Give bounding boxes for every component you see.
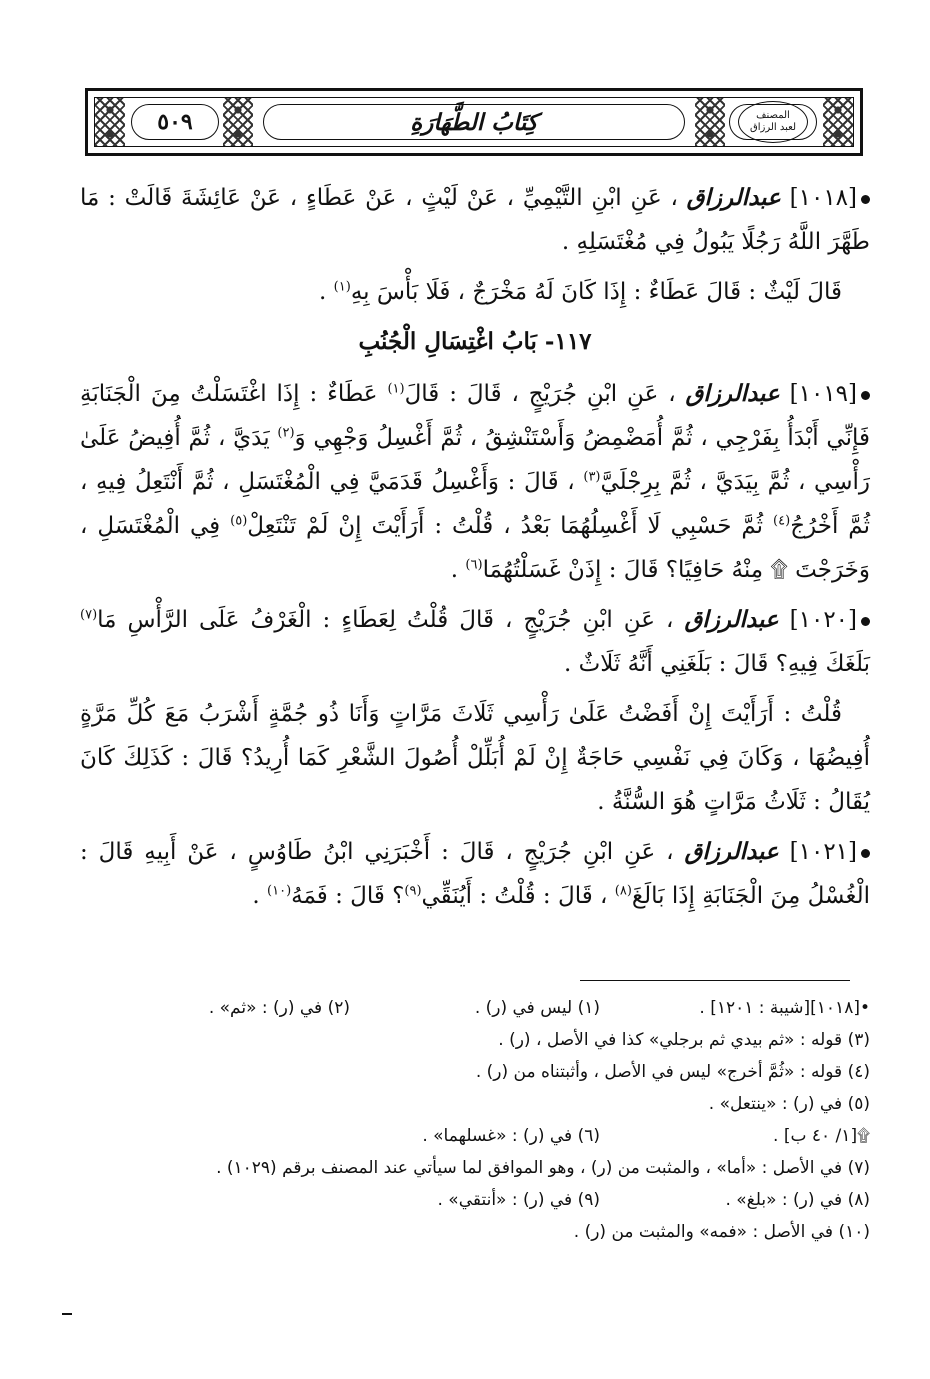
footnote-ref: (٨) (614, 883, 632, 899)
hadith-text-6: فِي الْمُغْتَسَلِ ، وَخَرَجْتَ ۩ مِنْهُ حَافِيًا؟ قَالَ : إِذَنْ غَسَلْتُهُمَا (80, 513, 870, 583)
hadith-end: . (252, 883, 268, 909)
seal-cartouche (729, 104, 817, 140)
footnote-row (80, 1056, 870, 1088)
footnotes (80, 992, 870, 1248)
hadith-end: . (450, 557, 466, 583)
header-frame (94, 97, 854, 147)
author-name: عبدالرزاق (685, 380, 780, 407)
hadith-number: [١٠١٨] (789, 185, 858, 211)
hadith-1019 (80, 372, 870, 592)
footnote-9: (٩) في (ر) : «أنتقي» . (437, 1190, 600, 1210)
bullet-icon (861, 849, 870, 858)
page-header (85, 88, 863, 156)
footnote-8: (٨) في (ر) : «بلغ» . (725, 1190, 870, 1210)
hadith-text-3: يَدَيَّ ، ثُمَّ أُفِيضُ عَلَىٰ رَأْسِي ، ثُمَّ بِيَدَيَّ ، ثُمَّ بِرِجْلَيَّ (80, 425, 870, 495)
footnote-row (80, 1152, 870, 1184)
hadith-number: [١٠٢١] (789, 839, 858, 865)
footnote-ref: (٧) (80, 607, 98, 623)
footnote-1: (١) ليس في (ر) . (474, 998, 600, 1018)
footnote-source: •[١٠١٨][شيبة : ١٢٠١] . (699, 998, 870, 1018)
ornament-left-inner (223, 98, 253, 146)
footnote-ref: (٣) (583, 469, 601, 485)
footnote-separator (580, 980, 850, 981)
footnote-row (80, 1088, 870, 1120)
comment-end: . (319, 279, 334, 305)
hadith-text: ، عَنِ ابْنِ التَّيْمِيِّ ، عَنْ لَيْثٍ ، عَنْ عَطَاءٍ ، عَنْ عَائِشَةَ قَالَتْ : مَا طَهَّرَ اللَّهُ رَجُلًا يَبُولُ فِي مُغْتَسَلِهِ . (80, 185, 870, 255)
main-text (80, 176, 870, 924)
hadith-number: [١٠٢٠] (789, 607, 858, 633)
footnote-3: (٣) قوله : «ثم بيدي ثم برجلي» كذا في الأصل ، (ر) . (498, 1030, 870, 1050)
continuation-text: قُلْتُ : أَرَأَيْتَ إِنْ أَفَضْتُ عَلَىٰ رَأْسِي ثَلَاثَ مَرَّاتٍ وَأَنَا ذُو جُمَّةٍ أَشْرَبُ مَعَ كُلِّ مَرَّةٍ أُفِيضُهَا ، وَكَانَ فِي نَفْسِي حَاجَةٌ إِنْ لَمْ أُبَلِّلْ أُصُولَ الشَّعْرِ كَمَا أُرِيدُ؟ قَالَ : كَذَلِكَ كَانَ يُقَالُ : ثَلَاثُ مَرَّاتٍ هُوَ السُّنَّةُ . (80, 701, 870, 815)
hadith-text-3: ؟ قَالَ : فَمَهُ (291, 883, 405, 909)
hadith-text-2: بَلَغَكَ فِيهِ؟ قَالَ : بَلَغَنِي أَنَّهُ ثَلَاثٌ . (563, 651, 870, 677)
title-cartouche (263, 104, 685, 140)
hadith-text-2: عَطَاءٌ : إِذَا اغْتَسَلْتُ مِنَ الْجَنَابَةِ فَإِنِّي أَبْدَأُ بِفَرْجِي ، ثُمَّ أُمَضْمِضُ وَأَسْتَنْشِقُ ، ثُمَّ أَغْسِلُ وَجْهِي وَ (80, 381, 870, 451)
footnote-ref: (٥) (230, 513, 248, 529)
page-number-cartouche (131, 104, 219, 140)
footnote-4: (٤) قوله : «ثُمَّ أخرج» ليس في الأصل ، وأثبتناه من (ر) . (475, 1062, 870, 1082)
author-name: عبدالرزاق (684, 606, 779, 633)
footnote-10: (١٠) في الأصل : «فمه» والمثبت من (ر) . (573, 1222, 870, 1242)
folio-note: ۩[١/ ٤٠ ب] . (773, 1126, 870, 1146)
footnote-5: (٥) في (ر) : «ينتعل» . (708, 1094, 870, 1114)
footnote-row (80, 992, 870, 1024)
chapter-heading: ١١٧- بَابُ اغْتِسَالِ الْجُنُبِ (358, 328, 592, 355)
ornament-left-outer (95, 98, 125, 146)
footnote-row (80, 1184, 870, 1216)
footnote-row (80, 1024, 870, 1056)
footnote-ref: (٤) (773, 513, 791, 529)
hadith-text-1: ، عَنِ ابْنِ جُرَيْجٍ ، قَالَ : أَخْبَرَنِي ابْنُ طَاوُسٍ ، عَنْ أَبِيهِ قَالَ : الْغُسْلُ مِنَ الْجَنَابَةِ إِذَا بَالَغَ (80, 839, 870, 909)
ornament-right-outer (823, 98, 853, 146)
seal-line-1: المصنف (756, 110, 790, 121)
hadith-1021 (80, 830, 870, 918)
footnote-ref: (١) (333, 279, 351, 295)
hadith-text-4: ، قَالَ : وَأَغْسِلُ قَدَمَيَّ فِي الْمُغْتَسَلِ ، ثُمَّ أَنْتَعِلُ فِيهِ ، ثُمَّ أَخْرُجُ (80, 469, 870, 539)
comment-text: قَالَ لَيْثٌ : قَالَ عَطَاءٌ : إِذَا كَانَ لَهُ مَخْرَجٌ ، فَلَا بَأْسَ بِهِ (350, 279, 842, 305)
bullet-icon (861, 391, 870, 400)
page-number: ٥٠٩ (157, 109, 193, 135)
hadith-text-1: ، عَنِ ابْنِ جُرَيْجٍ ، قَالَ : قَالَ (404, 381, 676, 407)
footnote-row (80, 1120, 870, 1152)
footnote-ref: (١٠) (267, 883, 292, 899)
hadith-1018-comment (80, 270, 870, 314)
hadith-1018 (80, 176, 870, 264)
footnote-2: (٢) في (ر) : «ثم» . (208, 998, 350, 1018)
hadith-text-2: ، قَالَ : قُلْتُ : أَيُنَقِّي (421, 883, 615, 909)
bullet-icon (861, 617, 870, 626)
seal-line-2: لعبد الرزاق (749, 122, 797, 133)
author-name: عبدالرزاق (684, 838, 779, 865)
book-seal-logo (738, 101, 808, 143)
footnote-ref: (٦) (465, 557, 483, 573)
author-name: عبدالرزاق (686, 184, 781, 211)
hadith-number: [١٠١٩] (789, 381, 857, 407)
margin-mark (62, 1313, 72, 1315)
footnote-ref: (١) (387, 381, 405, 397)
hadith-1020 (80, 598, 870, 686)
footnote-ref: (٩) (404, 883, 422, 899)
book-title: كِتَابُ الطَّهَارَةِ (410, 108, 538, 136)
footnote-6: (٦) في (ر) : «غسلهما» . (422, 1126, 600, 1146)
hadith-text-1: ، عَنِ ابْنِ جُرَيْجٍ ، قَالَ قُلْتُ لِعَطَاءٍ : الْغَرْفُ عَلَى الرَّأْسِ مَا (97, 607, 674, 633)
bullet-icon (861, 195, 870, 204)
footnote-row (80, 1216, 870, 1248)
hadith-1020-continuation (80, 692, 870, 824)
hadith-text-5: ثُمَّ حَسْبِي لَا أَغْسِلُهُمَا بَعْدُ ، قُلْتُ : أَرَأَيْتَ إِنْ لَمْ تَنْتَعِلْ (247, 513, 774, 539)
ornament-right-inner (695, 98, 725, 146)
footnote-7: (٧) في الأصل : «أما» ، والمثبت من (ر) ، وهو الموافق لما سيأتي عند المصنف برقم (١٠٢٩) . (216, 1158, 870, 1178)
footnote-ref: (٢) (277, 425, 295, 441)
